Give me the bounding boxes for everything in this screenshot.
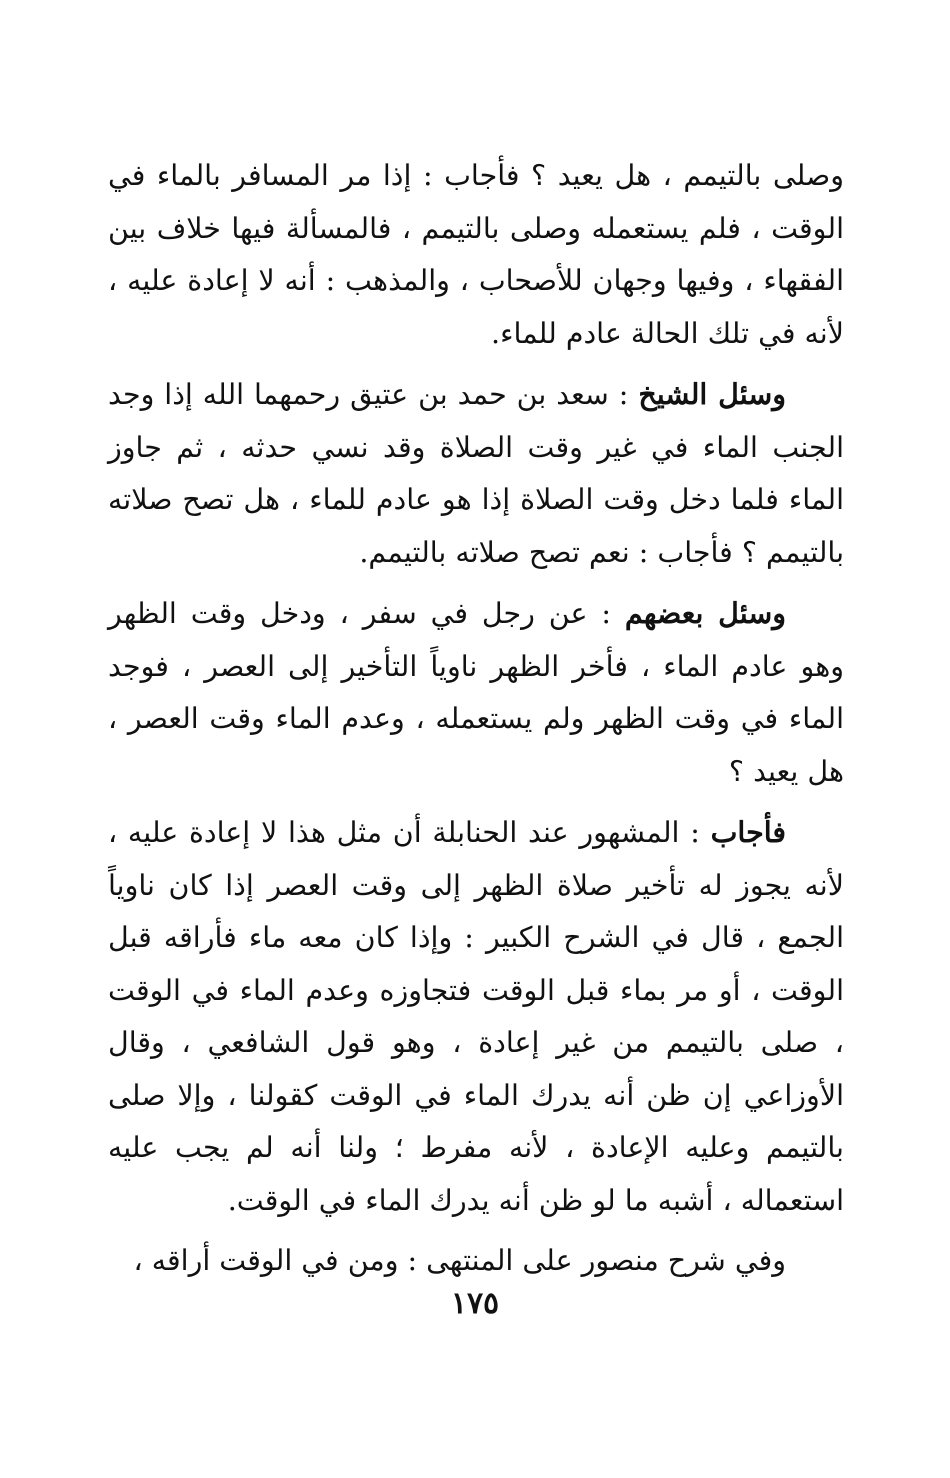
paragraph-1-text: وصلى بالتيمم ، هل يعيد ؟ فأجاب : إذا مر المسافر بالماء في الوقت ، فلم يستعمله وصلى بالتيمم ، فالمسألة فيها خلاف بين الفقهاء ، وفيها وجهان للأصحاب ، والمذهب : أنه لا إعادة عليه ، لأنه في تلك الحالة عادم للماء. [108,159,844,350]
paragraph-2-lead: وسئل الشيخ [638,377,786,411]
paragraph-3 [108,587,844,798]
page-body [108,150,844,1288]
paragraph-1 [108,150,844,360]
paragraph-4 [108,806,844,1227]
paragraph-5 [108,1235,844,1288]
paragraph-4-text: : المشهور عند الحنابلة أن مثل هذا لا إعادة عليه ، لأنه يجوز له تأخير صلاة الظهر إلى وقت العصر إذا كان ناوياً الجمع ، قال في الشرح الكبير : وإذا كان معه ماء فأراقه قبل الوقت ، أو مر بماء قبل الوقت فتجاوزه وعدم الماء في الوقت ، صلى بالتيمم من غير إعادة ، وهو قول الشافعي ، وقال الأوزاعي إن ظن أنه يدرك الماء في الوقت كقولنا ، وإلا صلى بالتيمم وعليه الإعادة ، لأنه مفرط ؛ ولنا أنه لم يجب عليه استعماله ، أشبه ما لو ظن أنه يدرك الماء في الوقت. [108,816,844,1217]
paragraph-2 [108,368,844,579]
paragraph-3-text: : عن رجل في سفر ، ودخل وقت الظهر وهو عادم الماء ، فأخر الظهر ناوياً التأخير إلى العصر ، فوجد الماء في وقت الظهر ولم يستعمله ، وعدم الماء وقت العصر ، هل يعيد ؟ [108,597,844,788]
paragraph-3-lead: وسئل بعضهم [624,596,787,630]
paragraph-4-lead: فأجاب [710,815,787,849]
paragraph-2-text: : سعد بن حمد بن عتيق رحمهما الله إذا وجد الجنب الماء في غير وقت الصلاة وقد نسي حدثه ، ثم جاوز الماء فلما دخل وقت الصلاة إذا هو عادم للماء ، هل تصح صلاته بالتيمم ؟ فأجاب : نعم تصح صلاته بالتيمم. [108,378,844,569]
page-number: ١٧٥ [450,1286,500,1321]
paragraph-5-text: وفي شرح منصور على المنتهى : ومن في الوقت أراقه ، [133,1244,786,1277]
